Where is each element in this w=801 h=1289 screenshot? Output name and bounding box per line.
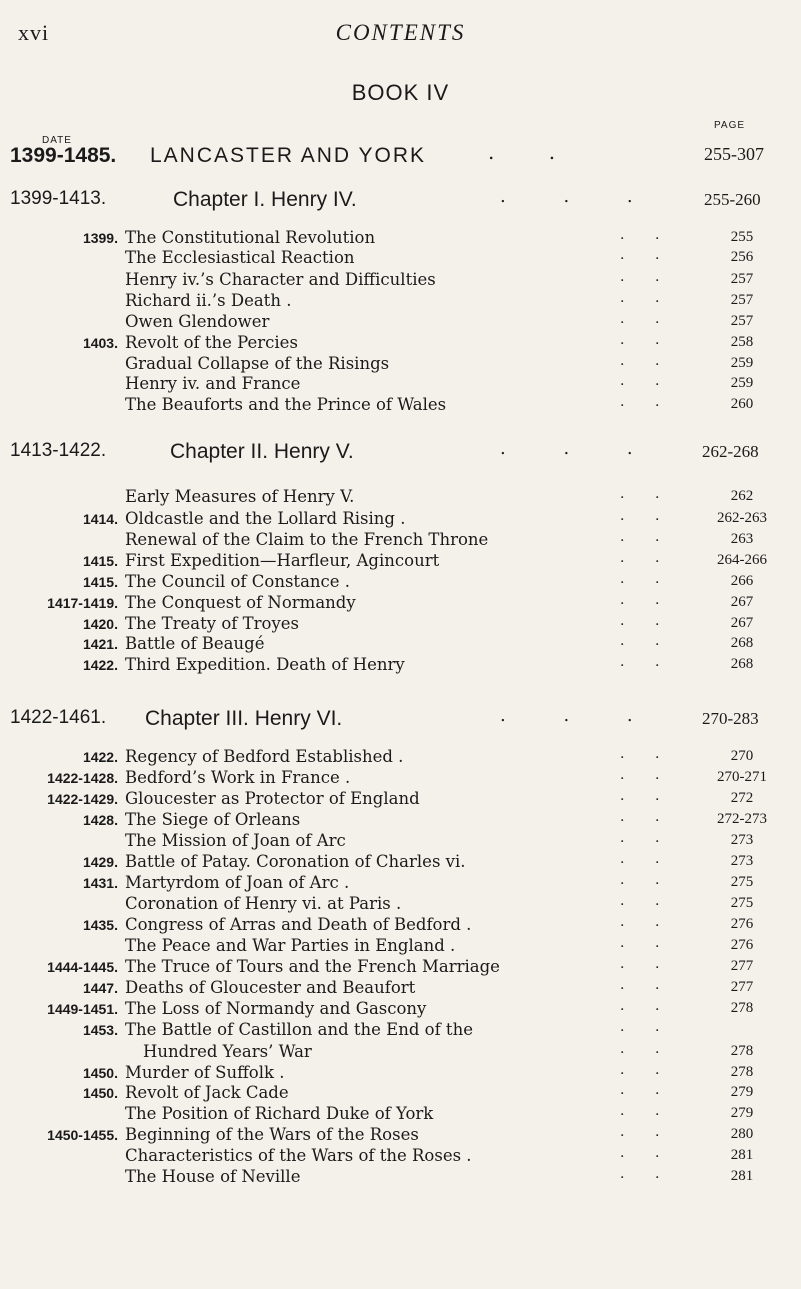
entry-leader-dot: . [655, 893, 660, 909]
book-heading: BOOK IV [351, 80, 450, 105]
entry-leader-dot: . [655, 788, 660, 804]
entry-leader-dot: . [620, 956, 625, 972]
entry-title: The Position of Richard Duke of York [125, 1104, 434, 1123]
entry-leader-dot: . [655, 1082, 660, 1098]
entry-title: The Beauforts and the Prince of Wales [125, 395, 447, 414]
entry-title: Hundred Years’ War [143, 1042, 312, 1061]
chapter-title: Chapter III. Henry VI. [145, 707, 343, 730]
entry-title: Characteristics of the Wars of the Roses . [125, 1146, 472, 1165]
entry-leader-dot: . [620, 571, 625, 587]
entry-leader-dot: . [620, 269, 625, 285]
entry-page: 273 [730, 853, 754, 869]
entry-leader-dot: . [655, 1124, 660, 1140]
entry-leader-dot: . [655, 977, 660, 993]
part-pages: 255-307 [704, 144, 764, 164]
entry-title: The Peace and War Parties in England . [125, 936, 456, 955]
entry-leader-dot: . [620, 394, 625, 410]
entry-leader-dot: . [620, 767, 625, 783]
entry-leader-dot: . [655, 851, 660, 867]
entry-leader-dot: . [620, 1103, 625, 1119]
entry-title: Henry iv. and France [125, 374, 301, 393]
chapter-title: Chapter I. Henry IV. [173, 188, 357, 211]
chapter-leader-dots: . . . [500, 438, 659, 459]
entry-leader-dot: . [620, 1041, 625, 1057]
entry-date: 1417-1419. [47, 595, 118, 611]
entry-page: 264-266 [717, 552, 767, 568]
entry-title: Richard ii.’s Death . [125, 291, 292, 310]
entry-leader-dot: . [620, 1124, 625, 1140]
entry-title: Beginning of the Wars of the Roses [125, 1125, 419, 1144]
entry-leader-dot: . [620, 592, 625, 608]
chapter-leader-dots: . . . [500, 705, 659, 726]
entry-page: 278 [730, 1064, 754, 1080]
entry-date: 1449-1451. [47, 1001, 118, 1017]
entry-leader-dot: . [655, 956, 660, 972]
entry-page: 270-271 [717, 769, 767, 785]
entry-page: 259 [730, 355, 754, 371]
entry-page: 281 [730, 1147, 754, 1163]
part-title: LANCASTER AND YORK [150, 144, 427, 167]
entry-leader-dot: . [655, 332, 660, 348]
entry-title: Regency of Bedford Established . [125, 747, 404, 766]
entry-leader-dot: . [620, 998, 625, 1014]
entry-date: 1444-1445. [47, 959, 118, 975]
entry-leader-dot: . [655, 654, 660, 670]
entry-date: 1399. [82, 230, 118, 246]
entry-leader-dot: . [620, 613, 625, 629]
entry-page: 272-273 [717, 811, 767, 827]
chapter-pages: 262-268 [702, 442, 759, 461]
entry-date: 1429. [82, 854, 118, 870]
entry-title: Henry iv.’s Character and Difficulties [125, 270, 436, 289]
entry-page: 257 [730, 292, 754, 308]
entry-leader-dot: . [655, 227, 660, 243]
entry-date: 1422. [82, 657, 118, 673]
entry-leader-dot: . [620, 788, 625, 804]
entry-date: 1415. [82, 574, 118, 590]
chapter-pages: 270-283 [702, 709, 759, 728]
entry-leader-dot: . [655, 872, 660, 888]
entry-leader-dot: . [655, 247, 660, 263]
entry-page: 263 [730, 531, 754, 547]
entry-leader-dot: . [620, 1019, 625, 1035]
entry-date: 1447. [82, 980, 118, 996]
entry-leader-dot: . [620, 373, 625, 389]
entry-leader-dot: . [655, 508, 660, 524]
entry-leader-dot: . [655, 394, 660, 410]
entry-leader-dot: . [655, 550, 660, 566]
entry-title: The Treaty of Troyes [125, 614, 299, 633]
entry-leader-dot: . [620, 1082, 625, 1098]
entry-leader-dot: . [655, 592, 660, 608]
entry-leader-dot: . [620, 893, 625, 909]
entry-leader-dot: . [620, 935, 625, 951]
entry-leader-dot: . [655, 1103, 660, 1119]
entry-leader-dot: . [655, 486, 660, 502]
entry-title: The Council of Constance . [125, 572, 351, 591]
entry-page: 256 [730, 249, 754, 265]
chapter-pages: 255-260 [704, 190, 761, 209]
entry-leader-dot: . [655, 290, 660, 306]
entry-leader-dot: . [655, 1145, 660, 1161]
entry-page: 262 [730, 488, 754, 504]
entry-page: 277 [730, 958, 754, 974]
entry-leader-dot: . [620, 977, 625, 993]
entry-leader-dot: . [620, 830, 625, 846]
entry-title: Deaths of Gloucester and Beaufort [125, 978, 416, 997]
entry-leader-dot: . [620, 654, 625, 670]
entry-title: The Mission of Joan of Arc [125, 831, 346, 850]
entry-leader-dot: . [620, 550, 625, 566]
entry-leader-dot: . [620, 227, 625, 243]
entry-page: 278 [730, 1000, 754, 1016]
entry-title: Renewal of the Claim to the French Throne [125, 530, 489, 549]
entry-title: Bedford’s Work in France . [125, 768, 351, 787]
entry-date: 1431. [82, 875, 118, 891]
entry-title: The Conquest of Normandy [125, 593, 356, 612]
entry-page: 257 [730, 313, 754, 329]
part-date: 1399-1485. [10, 144, 117, 167]
entry-title: Revolt of the Percies [125, 333, 298, 352]
entry-leader-dot: . [620, 1062, 625, 1078]
entry-leader-dot: . [620, 290, 625, 306]
entry-leader-dot: . [655, 1041, 660, 1057]
entry-title: The House of Neville [125, 1167, 301, 1186]
entry-title: Congress of Arras and Death of Bedford . [125, 915, 472, 934]
entry-leader-dot: . [620, 1145, 625, 1161]
entry-leader-dot: . [655, 269, 660, 285]
date-column-label: DATE [42, 135, 72, 146]
chapter-title: Chapter II. Henry V. [170, 440, 354, 463]
entry-title: The Constitutional Revolution [125, 228, 376, 247]
entry-page: 266 [730, 573, 754, 589]
entry-title: Battle of Patay. Coronation of Charles vi. [125, 852, 466, 871]
entry-page: 275 [730, 895, 754, 911]
entry-leader-dot: . [655, 529, 660, 545]
entry-title: Oldcastle and the Lollard Rising . [125, 509, 406, 528]
entry-page: 280 [730, 1126, 754, 1142]
entry-leader-dot: . [655, 1019, 660, 1035]
entry-page: 258 [730, 334, 754, 350]
entry-date: 1450. [82, 1085, 118, 1101]
entry-page: 276 [730, 916, 754, 932]
entry-leader-dot: . [655, 311, 660, 327]
entry-leader-dot: . [620, 486, 625, 502]
entry-leader-dot: . [655, 373, 660, 389]
entry-leader-dot: . [655, 746, 660, 762]
entry-title: The Battle of Castillon and the End of the [125, 1020, 473, 1039]
page-column-label: PAGE [714, 120, 746, 131]
entry-leader-dot: . [620, 1166, 625, 1182]
entry-date: 1414. [82, 511, 118, 527]
entry-page: 267 [730, 594, 754, 610]
entry-title: Third Expedition. Death of Henry [125, 655, 405, 674]
entry-title: Battle of Beaugé [125, 634, 265, 653]
entry-date: 1435. [82, 917, 118, 933]
entry-page: 272 [730, 790, 754, 806]
chapter-leader-dots: . . . [500, 186, 659, 207]
entry-date: 1403. [82, 335, 118, 351]
chapter-date: 1422-1461. [10, 707, 107, 728]
entry-leader-dot: . [655, 914, 660, 930]
entry-leader-dot: . [620, 872, 625, 888]
entry-leader-dot: . [620, 529, 625, 545]
entry-leader-dot: . [620, 508, 625, 524]
entry-date: 1422. [82, 749, 118, 765]
entry-page: 275 [730, 874, 754, 890]
entry-page: 268 [730, 635, 754, 651]
entry-date: 1422-1428. [47, 770, 118, 786]
entry-page: 273 [730, 832, 754, 848]
entry-leader-dot: . [655, 1062, 660, 1078]
entry-page: 259 [730, 375, 754, 391]
entry-title: Gloucester as Protector of England [125, 789, 420, 808]
entry-leader-dot: . [655, 809, 660, 825]
entry-leader-dot: . [620, 914, 625, 930]
entry-leader-dot: . [655, 571, 660, 587]
entry-page: 276 [730, 937, 754, 953]
entry-page: 278 [730, 1043, 754, 1059]
chapter-date: 1399-1413. [10, 188, 107, 209]
entry-page: 267 [730, 615, 754, 631]
entry-title: Owen Glendower [125, 312, 270, 331]
entry-leader-dot: . [655, 767, 660, 783]
entry-leader-dot: . [655, 1166, 660, 1182]
entry-leader-dot: . [655, 998, 660, 1014]
entry-page: 270 [730, 748, 754, 764]
entry-date: 1420. [82, 616, 118, 632]
entry-title: The Siege of Orleans [125, 810, 301, 829]
entry-date: 1428. [82, 812, 118, 828]
entry-leader-dot: . [655, 633, 660, 649]
entry-leader-dot: . [620, 809, 625, 825]
entry-date: 1422-1429. [47, 791, 118, 807]
entry-title: Gradual Collapse of the Risings [125, 354, 390, 373]
part-leader-dots: . . [488, 140, 580, 164]
entry-page: 281 [730, 1168, 754, 1184]
page-folio: xvi [18, 20, 50, 45]
entry-date: 1453. [82, 1022, 118, 1038]
entry-leader-dot: . [655, 830, 660, 846]
entry-title: The Ecclesiastical Reaction [125, 248, 355, 267]
entry-leader-dot: . [655, 613, 660, 629]
entry-date: 1415. [82, 553, 118, 569]
entry-title: The Truce of Tours and the French Marriage [125, 957, 500, 976]
entry-title: Coronation of Henry vi. at Paris . [125, 894, 402, 913]
entry-date: 1450. [82, 1065, 118, 1081]
entry-page: 262-263 [717, 510, 767, 526]
entry-leader-dot: . [620, 311, 625, 327]
entry-leader-dot: . [655, 935, 660, 951]
chapter-date: 1413-1422. [10, 440, 107, 461]
entry-title: Martyrdom of Joan of Arc . [125, 873, 350, 892]
entry-page: 260 [730, 396, 754, 412]
entry-page: 277 [730, 979, 754, 995]
entry-leader-dot: . [620, 851, 625, 867]
entry-leader-dot: . [620, 633, 625, 649]
entry-page: 279 [730, 1105, 754, 1121]
entry-leader-dot: . [620, 353, 625, 369]
entry-date: 1450-1455. [47, 1127, 118, 1143]
entry-page: 279 [730, 1084, 754, 1100]
entry-leader-dot: . [620, 247, 625, 263]
entry-date: 1421. [82, 636, 118, 652]
entry-leader-dot: . [620, 746, 625, 762]
entry-title: The Loss of Normandy and Gascony [125, 999, 427, 1018]
entry-leader-dot: . [620, 332, 625, 348]
running-title: CONTENTS [335, 20, 466, 45]
entry-title: Early Measures of Henry V. [125, 487, 355, 506]
entry-leader-dot: . [655, 353, 660, 369]
entry-title: Revolt of Jack Cade [125, 1083, 289, 1102]
entry-title: First Expedition—Harfleur, Agincourt [125, 551, 440, 570]
entry-page: 268 [730, 656, 754, 672]
entry-page: 257 [730, 271, 754, 287]
entry-title: Murder of Suffolk . [125, 1063, 285, 1082]
entry-page: 255 [730, 229, 754, 245]
